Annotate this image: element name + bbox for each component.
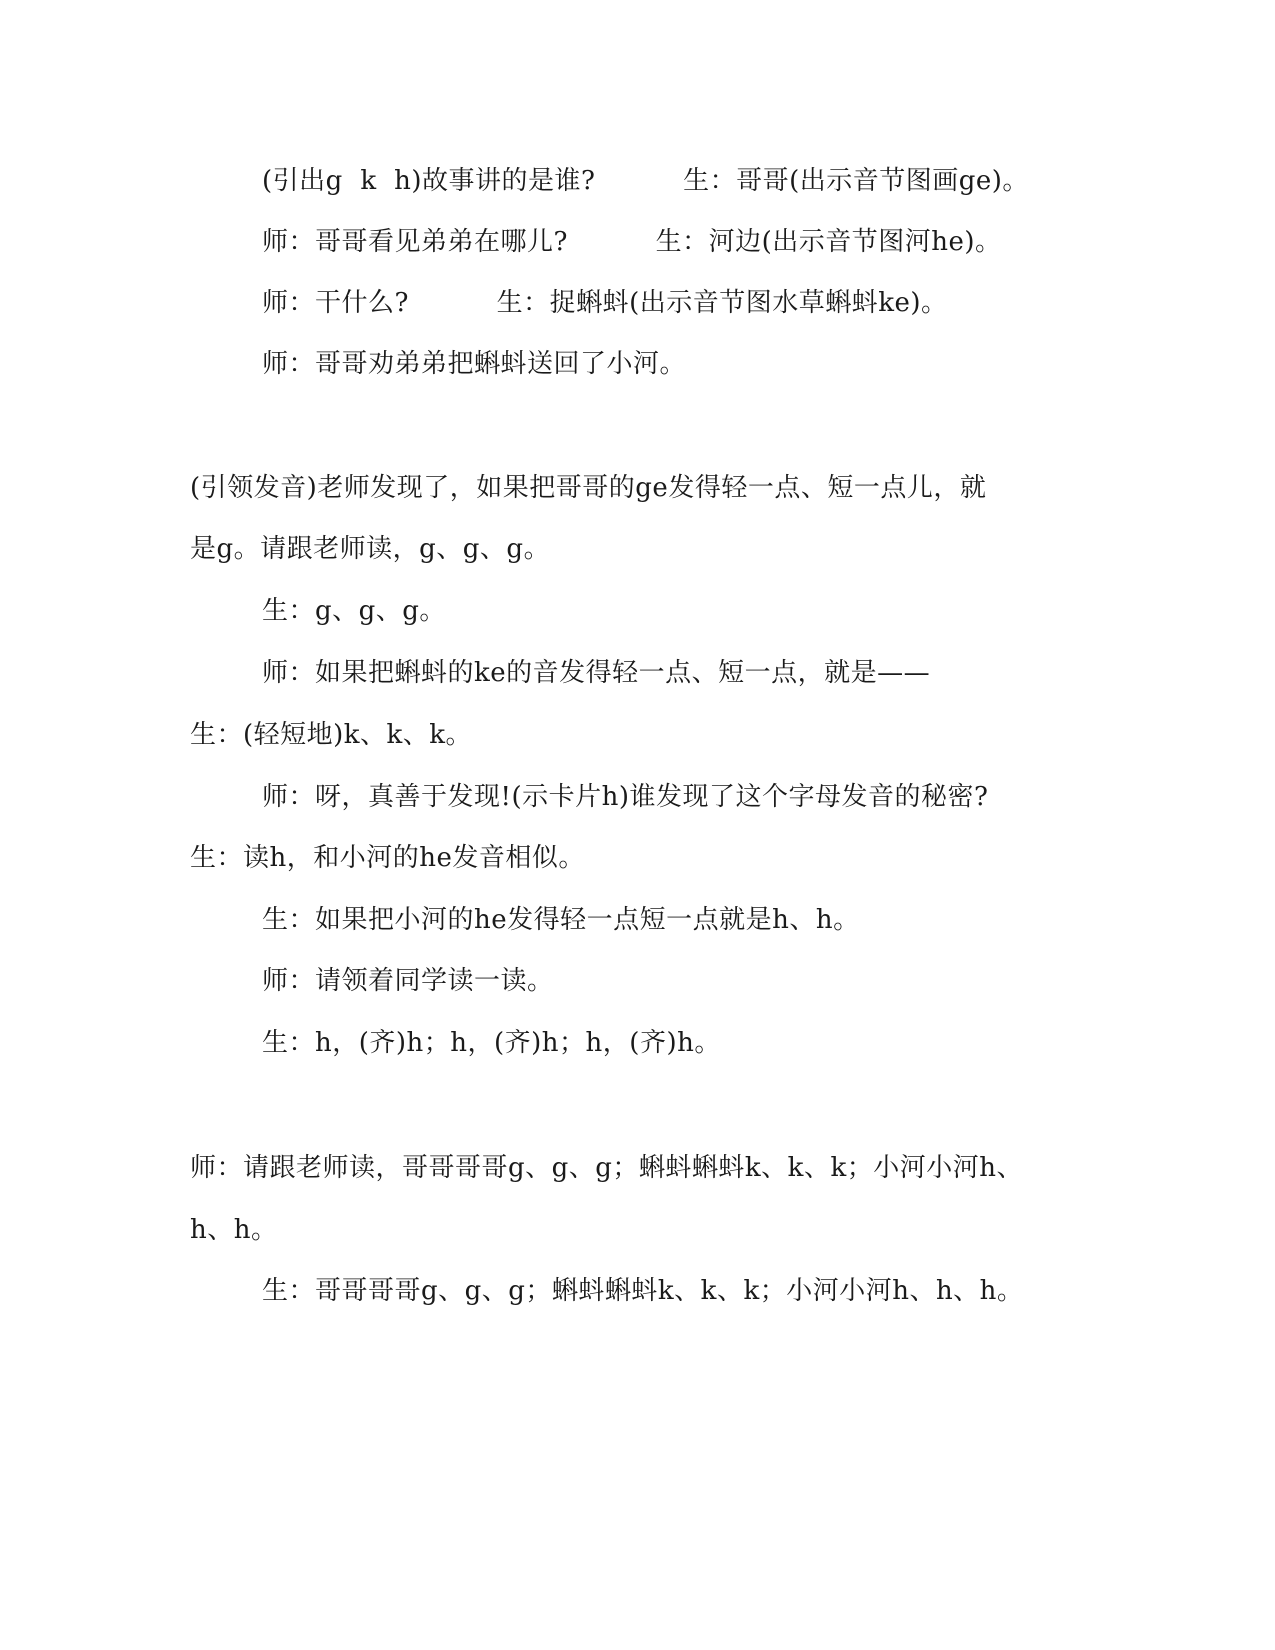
text-line-7: 生：g、g、g。 xyxy=(262,596,446,626)
text-line-16: h、h。 xyxy=(190,1215,278,1245)
text-line-4: 师：哥哥劝弟弟把蝌蚪送回了小河。 xyxy=(262,349,687,379)
text-line-8: 师：如果把蝌蚪的ke的音发得轻一点、短一点，就是—— xyxy=(262,658,931,688)
text-line-13: 师：请领着同学读一读。 xyxy=(262,966,554,996)
text-line-5: (引领发音)老师发现了，如果把哥哥的ge发得轻一点、短一点儿，就 xyxy=(190,473,987,503)
text-line-9: 生：(轻短地)k、k、k。 xyxy=(190,720,473,750)
text-line-14: 生：h，(齐)h；h，(齐)h；h，(齐)h。 xyxy=(262,1028,721,1058)
text-line-15: 师：请跟老师读，哥哥哥哥g、g、g；蝌蚪蝌蚪k、k、k；小河小河h、 xyxy=(190,1153,1023,1183)
text-line-3: 师：干什么? 生：捉蝌蚪(出示音节图水草蝌蚪ke)。 xyxy=(262,288,948,318)
text-line-6: 是g。请跟老师读，g、g、g。 xyxy=(190,534,551,564)
text-line-11: 生：读h，和小河的he发音相似。 xyxy=(190,843,585,873)
text-line-2: 师：哥哥看见弟弟在哪儿? 生：河边(出示音节图河he)。 xyxy=(262,227,1002,257)
text-line-1: (引出g k h)故事讲的是谁? 生：哥哥(出示音节图画ge)。 xyxy=(262,166,1029,196)
text-line-10: 师：呀，真善于发现!(示卡片h)谁发现了这个字母发音的秘密? xyxy=(262,782,989,812)
text-line-12: 生：如果把小河的he发得轻一点短一点就是h、h。 xyxy=(262,905,860,935)
text-line-17: 生：哥哥哥哥g、g、g；蝌蚪蝌蚪k、k、k；小河小河h、h、h。 xyxy=(262,1276,1024,1306)
